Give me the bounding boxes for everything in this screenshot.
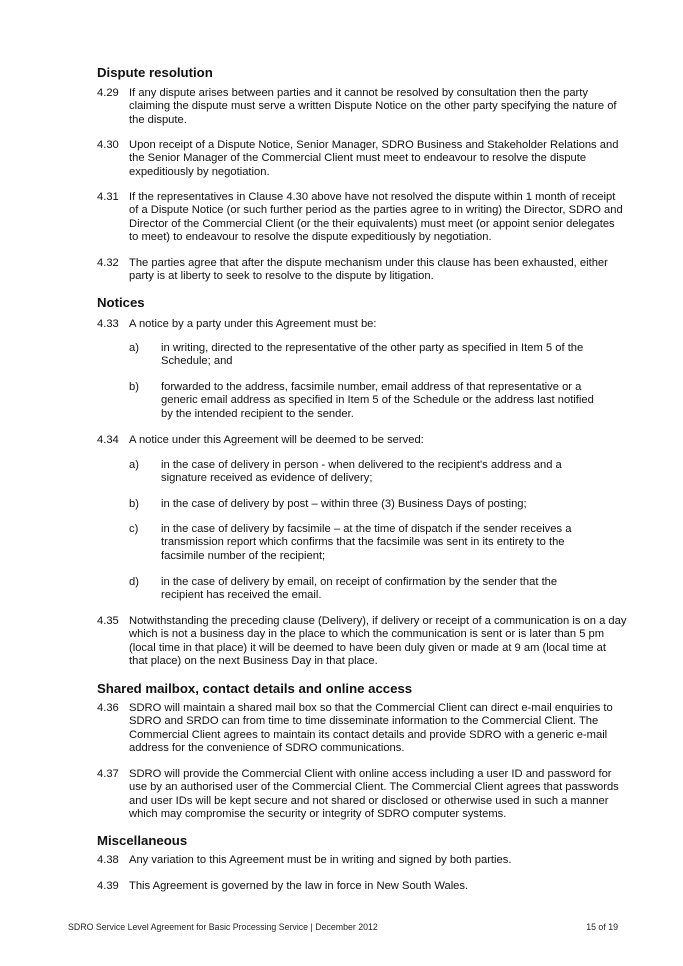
sub-item-text: in writing, directed to the representative of the other party as specified in Item 5 of the Schedule; and [161, 342, 584, 368]
clause-number: 4.30 [97, 139, 119, 151]
clause-text: This Agreement is governed by the law in force in New South Wales. [129, 880, 469, 892]
clause-text: A notice under this Agreement will be deemed to be served: [129, 434, 424, 446]
clause-number: 4.29 [97, 87, 119, 99]
clause-4-33 [97, 318, 627, 331]
section-heading-notices: Notices [97, 295, 145, 310]
clause-4-36 [97, 702, 627, 756]
footer-document-title: SDRO Service Level Agreement for Basic Processing Service | December 2012 [68, 922, 378, 932]
clause-text: A notice by a party under this Agreement must be: [129, 318, 377, 330]
section-heading-shared-mailbox: Shared mailbox, contact details and online access [97, 681, 413, 696]
clause-number: 4.34 [97, 434, 119, 446]
clause-number: 4.39 [97, 880, 119, 892]
clause-text: If any dispute arises between parties and it cannot be resolved by consultation then the party claiming the dispute must serve a written Dispute Notice on the other party specifying the nature of the dispute. [129, 87, 617, 126]
section-heading-dispute-resolution: Dispute resolution [97, 65, 213, 80]
sub-item-text: forwarded to the address, facsimile number, email address of that representative or a generic email address as specified in Item 5 of the Schedule or the address last notified by the intended recipient to the sender. [161, 381, 594, 420]
clause-4-29 [97, 87, 627, 127]
section-heading-miscellaneous: Miscellaneous [97, 833, 188, 848]
sub-item-label: d) [129, 576, 139, 588]
clause-number: 4.38 [97, 854, 119, 866]
sub-item-label: a) [129, 342, 139, 354]
sub-item-4-33-a [129, 342, 599, 369]
sub-item-4-33-b [129, 381, 599, 421]
clause-number: 4.37 [97, 768, 119, 780]
sub-item-4-34-a [129, 459, 599, 486]
clause-number: 4.36 [97, 702, 119, 714]
clause-text: Upon receipt of a Dispute Notice, Senior Manager, SDRO Business and Stakeholder Relations and the Senior Manager of the Commercial Client must meet to endeavour to resolve the dispute expeditiously by negotiation. [129, 139, 619, 178]
clause-number: 4.32 [97, 257, 119, 269]
clause-4-35 [97, 615, 627, 669]
clause-4-38 [97, 854, 627, 867]
sub-item-label: c) [129, 523, 139, 535]
clause-4-30 [97, 139, 627, 179]
clause-text: If the representatives in Clause 4.30 above have not resolved the dispute within 1 month of receipt of a Dispute Notice (or such further period as the parties agree to in writing) the Director, SDRO and Director of the Commercial Client (or the their equivalents) must meet (or appoint senior delegates to meet) to endeavour to resolve the dispute expeditiously by negotiation. [129, 191, 623, 244]
sub-item-label: a) [129, 459, 139, 471]
clause-4-32 [97, 257, 627, 284]
sub-item-label: b) [129, 381, 139, 393]
clause-text: The parties agree that after the dispute mechanism under this clause has been exhausted, either party is at liberty to seek to resolve to the dispute by litigation. [129, 257, 608, 283]
footer-page-number: 15 of 19 [586, 922, 618, 932]
clause-number: 4.33 [97, 318, 119, 330]
sub-item-4-34-c [129, 523, 599, 563]
sub-item-text: in the case of delivery by facsimile – at the time of dispatch if the sender receives a transmission report which confirms that the facsimile was sent in its entirety to the facsimile number of the recipient; [161, 523, 572, 562]
sub-item-4-34-d [129, 576, 599, 603]
clause-text: SDRO will provide the Commercial Client with online access including a user ID and password for use by an authorised user of the Commercial Client. The Commercial Client agrees that passwords and user IDs will be kept secure and not shared or disclosed or otherwise used in such a manner which may compromise the security or integrity of SDRO computer systems. [129, 768, 619, 821]
clause-4-34 [97, 434, 627, 447]
clause-number: 4.31 [97, 191, 119, 203]
sub-item-text: in the case of delivery by post – within three (3) Business Days of posting; [161, 498, 527, 510]
clause-4-37 [97, 768, 627, 822]
clause-text: Notwithstanding the preceding clause (Delivery), if delivery or receipt of a communication is on a day which is not a business day in the place to which the communication is sent or is later than 5 pm (local time in that place) it will be deemed to have been duly given or made at 9 am (local time at that place) on the next Business Day in that place. [129, 615, 627, 668]
sub-item-text: in the case of delivery in person - when delivered to the recipient's address and a signature received as evidence of delivery; [161, 459, 562, 485]
clause-4-39 [97, 880, 627, 893]
sub-item-4-34-b [129, 498, 599, 511]
clause-number: 4.35 [97, 615, 119, 627]
sub-item-text: in the case of delivery by email, on receipt of confirmation by the sender that the recipient has received the email. [161, 576, 558, 602]
clause-text: Any variation to this Agreement must be in writing and signed by both parties. [129, 854, 512, 866]
clause-4-31 [97, 191, 627, 245]
clause-text: SDRO will maintain a shared mail box so that the Commercial Client can direct e-mail enquiries to SDRO and SRDO can from time to time disseminate information to the Commercial Client. The Commercial Client agrees to maintain its contact details and provide SDRO with a generic e-mail address for the convenience of SDRO communications. [129, 702, 613, 755]
sub-item-label: b) [129, 498, 139, 510]
